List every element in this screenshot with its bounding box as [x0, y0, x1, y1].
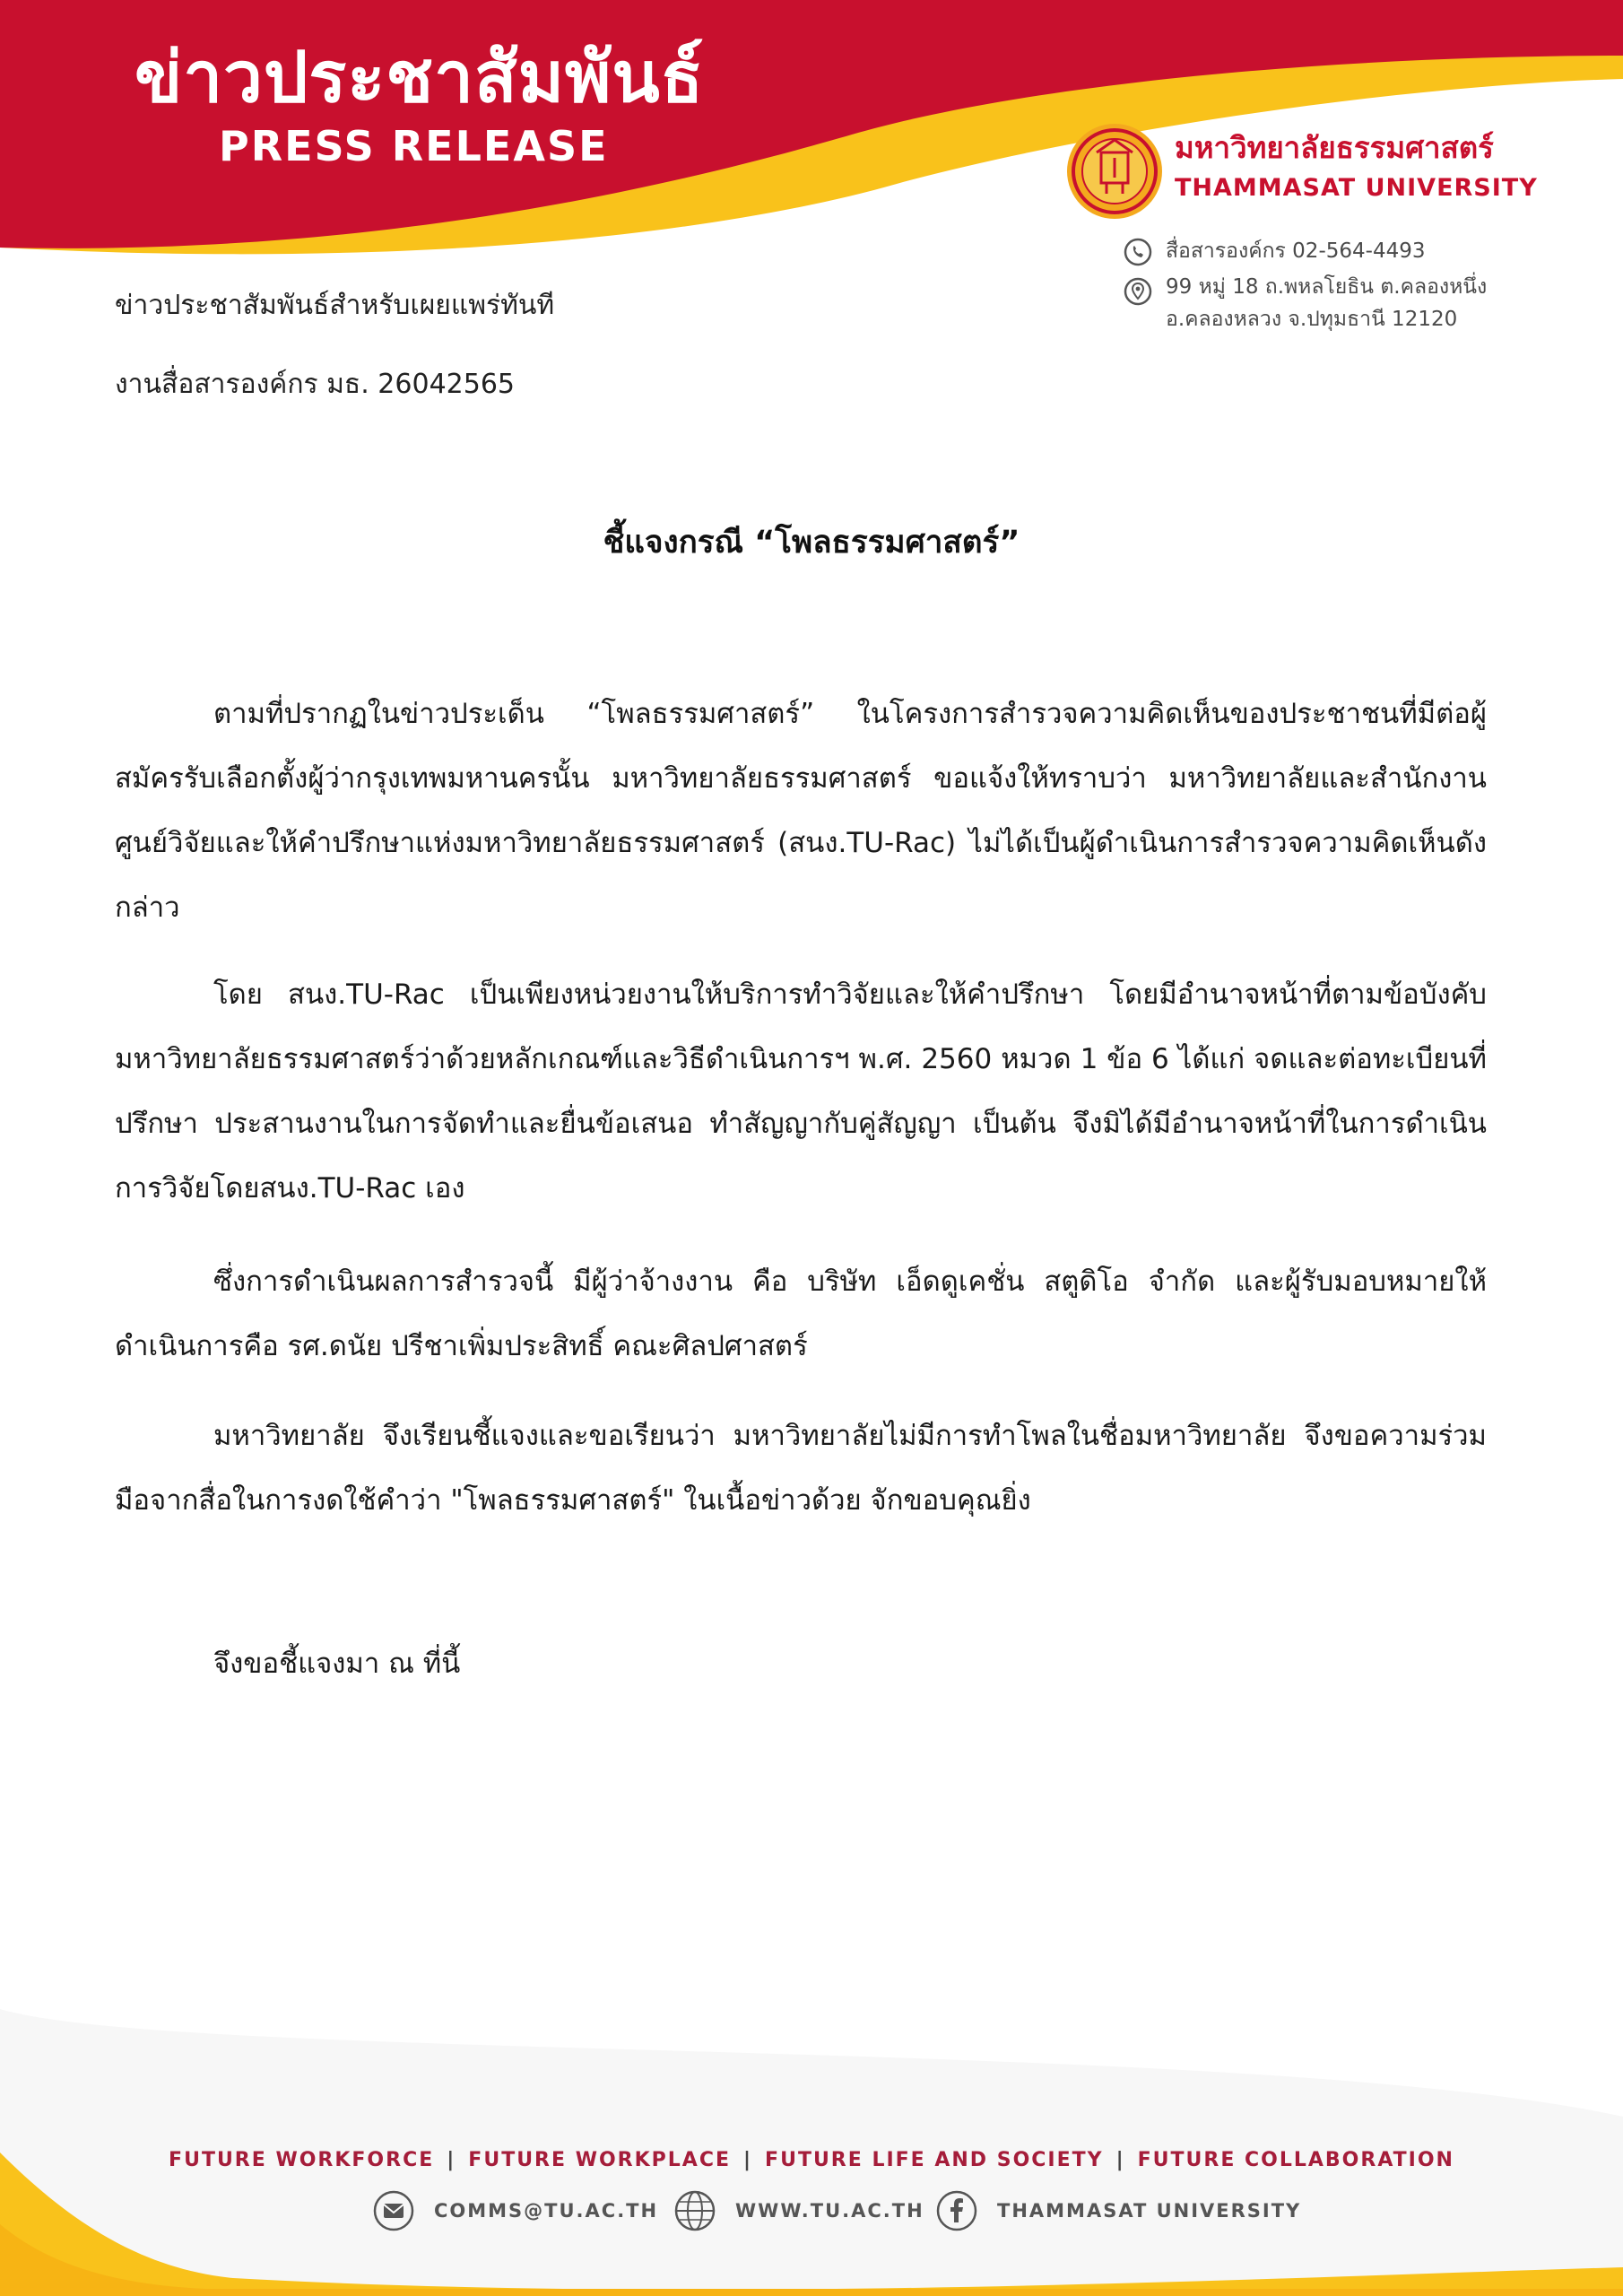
- university-address-line1: 99 หมู่ 18 ถ.พหลโยธิน ต.คลองหนึ่ง: [1166, 275, 1488, 299]
- tagline-life-society: FUTURE LIFE AND SOCIETY: [765, 2149, 1104, 2171]
- university-address-line2: อ.คลองหลวง จ.ปทุมธานี 12120: [1166, 308, 1458, 331]
- body-paragraph-4: มหาวิทยาลัย จึงเรียนชี้แจงและขอเรียนว่า มหาวิทยาลัยไม่มีการทำโพลในชื่อมหาวิทยาลัย จึงขอความร่วมมือจากสื่อในการงดใช้คำว่า "โพลธรรมศาสตร์" ในเนื้อข่าวด้วย จักขอบคุณยิ่ง: [115, 1420, 1487, 1517]
- footer-email-text: COMMS@TU.AC.TH: [434, 2200, 659, 2222]
- reference-line: งานสื่อสารองค์กร มธ. 26042565: [115, 369, 516, 400]
- facebook-icon: [936, 2190, 977, 2231]
- footer-facebook-text: THAMMASAT UNIVERSITY: [997, 2200, 1302, 2222]
- location-pin-icon: [1123, 276, 1153, 307]
- tagline-workplace: FUTURE WORKPLACE: [468, 2149, 731, 2171]
- university-name-th: มหาวิทยาลัยธรรมศาสตร์: [1175, 130, 1494, 165]
- tagline-collaboration: FUTURE COLLABORATION: [1137, 2149, 1454, 2171]
- document-title: ชี้แจงกรณี “โพลธรรมศาสตร์”: [603, 525, 1020, 561]
- tagline-separator: |: [1115, 2149, 1125, 2171]
- footer-website-text: WWW.TU.AC.TH: [735, 2200, 924, 2222]
- body-paragraph-3: ซึ่งการดำเนินผลการสำรวจนี้ มีผู้ว่าจ้างงาน คือ บริษัท เอ็ดดูเคชั่น สตูดิโอ จำกัด และผู้รับมอบหมายให้ดำเนินการคือ รศ.ดนัย ปรีชาเพิ่มประสิทธิ์ คณะศิลปศาสตร์: [115, 1265, 1487, 1362]
- body-paragraph-1: ตามที่ปรากฏในข่าวประเด็น “โพลธรรมศาสตร์” ในโครงการสำรวจความคิดเห็นของประชาชนที่มีต่อผู้สมัครรับเลือกตั้งผู้ว่ากรุงเทพมหานครนั้น มหาวิทยาลัยธรรมศาสตร์ ขอแจ้งให้ทราบว่า มหาวิทยาลัยและสำนักงานศูนย์วิจัยและให้คำปรึกษาแห่งมหาวิทยาลัยธรรมศาสตร์ (สนง.TU-Rac) ไม่ได้เป็นผู้ดำเนินการสำรวจความคิดเห็นดังกล่าว: [115, 698, 1487, 924]
- phone-icon: [1123, 237, 1153, 267]
- tagline-separator: |: [447, 2149, 456, 2171]
- footer-email[interactable]: [373, 2188, 658, 2233]
- press-release-title-en: PRESS RELEASE: [219, 122, 609, 170]
- tagline-workforce: FUTURE WORKFORCE: [169, 2149, 435, 2171]
- university-seal-icon: [1065, 122, 1164, 221]
- globe-icon: [674, 2190, 716, 2231]
- release-line: ข่าวประชาสัมพันธ์สำหรับเผยแพร่ทันที: [115, 290, 555, 321]
- tagline-separator: |: [743, 2149, 753, 2171]
- university-phone: สื่อสารองค์กร 02-564-4493: [1166, 239, 1426, 263]
- footer-tagline: [0, 2151, 1623, 2170]
- body-paragraph-2: โดย สนง.TU-Rac เป็นเพียงหน่วยงานให้บริการทำวิจัยและให้คำปรึกษา โดยมีอำนาจหน้าที่ตามข้อบังคับ มหาวิทยาลัยธรรมศาสตร์ว่าด้วยหลักเกณฑ์และวิธีดำเนินการฯ พ.ศ. 2560 หมวด 1 ข้อ 6 ได้แก่ จดและต่อทะเบียนที่ปรึกษา ประสานงานในการจัดทำและยื่นข้อเสนอ ทำสัญญากับคู่สัญญา เป็นต้น จึงมิได้มีอำนาจหน้าที่ในการดำเนินการวิจัยโดยสนง.TU-Rac เอง: [115, 978, 1487, 1205]
- email-icon: [373, 2190, 414, 2231]
- press-release-title-th: ข่าวประชาสัมพันธ์: [135, 38, 705, 118]
- footer-website[interactable]: [674, 2188, 924, 2233]
- footer-facebook[interactable]: [936, 2188, 1301, 2233]
- university-name-en: THAMMASAT UNIVERSITY: [1175, 174, 1538, 202]
- closing-line: จึงขอชี้แจงมา ณ ที่นี้: [213, 1648, 461, 1680]
